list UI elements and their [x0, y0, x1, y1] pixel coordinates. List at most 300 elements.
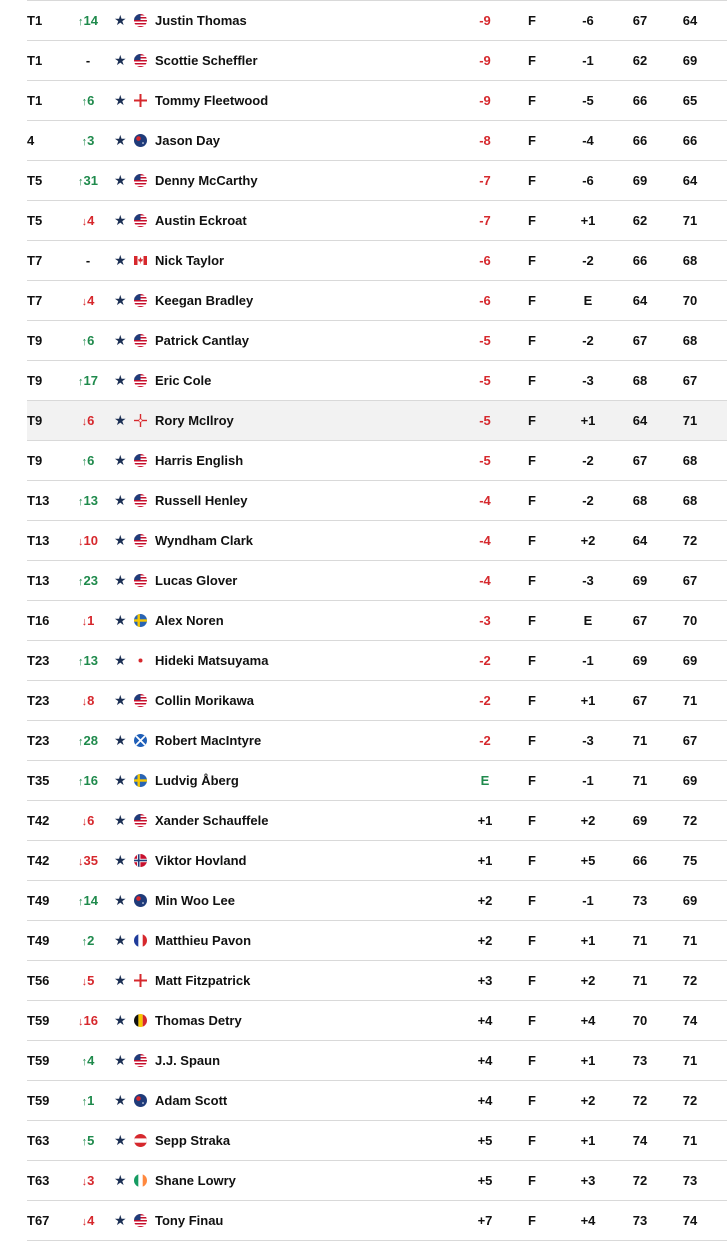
- arrow-down-icon: ↓: [81, 216, 88, 228]
- round-2-strokes: 72: [682, 533, 698, 548]
- round-2-strokes: 72: [682, 1093, 698, 1108]
- star-icon[interactable]: ★: [114, 732, 127, 748]
- position-change-value: 10: [83, 533, 98, 548]
- round-1-strokes: 69: [632, 573, 648, 588]
- arrow-up-icon: ↑: [81, 96, 88, 108]
- arrow-up-icon: ↑: [81, 1096, 88, 1108]
- player-name[interactable]: Wyndham Clark: [155, 533, 254, 548]
- total-score: -2: [479, 653, 491, 668]
- table-row[interactable]: [27, 241, 727, 281]
- usa-flag-icon: [134, 534, 147, 547]
- player-name[interactable]: Viktor Hovland: [155, 853, 247, 868]
- australia-flag-icon: [134, 134, 147, 147]
- canada-flag-icon: [134, 254, 147, 267]
- position-change-value: 2: [87, 933, 95, 948]
- table-row[interactable]: [27, 681, 727, 721]
- position-cell: T1: [27, 13, 43, 28]
- table-row[interactable]: [27, 841, 727, 881]
- star-icon[interactable]: ★: [114, 412, 127, 428]
- thru-cell: F: [528, 1013, 536, 1028]
- total-score: -9: [479, 93, 491, 108]
- player-name[interactable]: J.J. Spaun: [155, 1053, 221, 1068]
- usa-flag-icon: [134, 174, 147, 187]
- position-change: [71, 401, 105, 442]
- star-icon[interactable]: ★: [114, 92, 127, 108]
- player-name[interactable]: Min Woo Lee: [155, 893, 235, 908]
- player-name[interactable]: Matt Fitzpatrick: [155, 973, 251, 988]
- arrow-up-icon: ↑: [78, 656, 84, 668]
- thru-cell: F: [528, 613, 536, 628]
- round-2-strokes: 67: [682, 573, 698, 588]
- star-icon[interactable]: ★: [114, 452, 127, 468]
- table-row[interactable]: [27, 881, 727, 921]
- arrow-down-icon: ↓: [81, 416, 88, 428]
- position-change-value: 28: [83, 733, 98, 748]
- table-row[interactable]: [27, 1161, 727, 1201]
- table-row[interactable]: [27, 1041, 727, 1081]
- round-2-strokes: 68: [682, 253, 698, 268]
- round-1-strokes: 69: [632, 173, 648, 188]
- player-name[interactable]: Matthieu Pavon: [155, 933, 252, 948]
- france-flag-icon: [134, 934, 147, 947]
- player-name[interactable]: Sepp Straka: [155, 1133, 231, 1148]
- belgium-flag-icon: [134, 1014, 147, 1027]
- round-2-strokes: 71: [682, 213, 698, 228]
- round-1-strokes: 68: [632, 493, 648, 508]
- position-change: [71, 1081, 105, 1122]
- round-2-strokes: 71: [682, 1133, 698, 1148]
- round-1-strokes: 66: [632, 853, 648, 868]
- round-2-strokes: 64: [682, 13, 698, 28]
- thru-cell: F: [528, 133, 536, 148]
- star-icon[interactable]: ★: [114, 252, 127, 268]
- player-name[interactable]: Scottie Scheffler: [155, 53, 258, 68]
- round-score: +4: [580, 1013, 596, 1028]
- position-change-value: 13: [83, 493, 98, 508]
- round-2-strokes: 66: [682, 133, 698, 148]
- player-name[interactable]: Eric Cole: [155, 373, 212, 388]
- usa-flag-icon: [134, 214, 147, 227]
- total-score: +4: [477, 1093, 493, 1108]
- arrow-down-icon: ↓: [81, 1216, 88, 1228]
- table-row[interactable]: [27, 761, 727, 801]
- total-score: +3: [477, 973, 493, 988]
- total-score: -4: [479, 533, 491, 548]
- round-1-strokes: 67: [632, 613, 648, 628]
- total-score: -9: [479, 53, 491, 68]
- player-name[interactable]: Hideki Matsuyama: [155, 653, 269, 668]
- position-change: [71, 1161, 105, 1202]
- position-cell: T13: [27, 533, 50, 548]
- round-1-strokes: 67: [632, 333, 648, 348]
- position-cell: T59: [27, 1093, 50, 1108]
- player-name[interactable]: Harris English: [155, 453, 244, 468]
- star-icon[interactable]: ★: [114, 532, 127, 548]
- table-row[interactable]: [27, 481, 727, 521]
- position-change-value: 23: [83, 573, 98, 588]
- total-score: -5: [479, 373, 491, 388]
- round-1-strokes: 73: [632, 893, 648, 908]
- round-score: -3: [582, 733, 594, 748]
- arrow-down-icon: ↓: [78, 856, 84, 868]
- thru-cell: F: [528, 1053, 536, 1068]
- round-score: +1: [580, 213, 596, 228]
- position-change-value: 6: [87, 813, 95, 828]
- star-icon[interactable]: ★: [114, 292, 127, 308]
- total-score: -2: [479, 733, 491, 748]
- table-row[interactable]: [27, 641, 727, 681]
- total-score: +5: [477, 1133, 493, 1148]
- round-score: -5: [582, 93, 594, 108]
- table-row[interactable]: [27, 1081, 727, 1121]
- usa-flag-icon: [134, 1214, 147, 1227]
- star-icon[interactable]: ★: [114, 1052, 127, 1068]
- player-name[interactable]: Keegan Bradley: [155, 293, 254, 308]
- total-score: -4: [479, 573, 491, 588]
- player-name[interactable]: Ludvig Åberg: [155, 773, 239, 788]
- round-score: +2: [580, 973, 596, 988]
- player-name[interactable]: Denny McCarthy: [155, 173, 258, 188]
- table-row[interactable]: [27, 321, 727, 361]
- usa-flag-icon: [134, 14, 147, 27]
- round-score: -6: [582, 13, 594, 28]
- round-1-strokes: 71: [632, 933, 648, 948]
- star-icon[interactable]: ★: [114, 52, 127, 68]
- player-name[interactable]: Jason Day: [155, 133, 221, 148]
- player-name[interactable]: Russell Henley: [155, 493, 248, 508]
- table-row[interactable]: [27, 81, 727, 121]
- round-1-strokes: 70: [632, 1013, 648, 1028]
- star-icon[interactable]: ★: [114, 132, 127, 148]
- thru-cell: F: [528, 453, 536, 468]
- position-cell: T9: [27, 333, 43, 348]
- round-1-strokes: 62: [632, 213, 648, 228]
- round-2-strokes: 67: [682, 373, 698, 388]
- arrow-down-icon: ↓: [81, 616, 88, 628]
- round-1-strokes: 64: [632, 413, 648, 428]
- player-name[interactable]: Tony Finau: [155, 1213, 224, 1228]
- round-score: E: [583, 293, 593, 308]
- star-icon[interactable]: ★: [114, 1212, 127, 1228]
- table-row[interactable]: [27, 1, 727, 41]
- table-row[interactable]: [27, 361, 727, 401]
- usa-flag-icon: [134, 494, 147, 507]
- position-cell: T9: [27, 413, 43, 428]
- arrow-down-icon: ↓: [81, 976, 88, 988]
- star-icon[interactable]: ★: [114, 652, 127, 668]
- usa-flag-icon: [134, 294, 147, 307]
- position-change-value: 3: [87, 133, 95, 148]
- star-icon[interactable]: ★: [114, 852, 127, 868]
- arrow-up-icon: ↑: [78, 376, 84, 388]
- arrow-up-icon: ↑: [81, 1056, 88, 1068]
- australia-flag-icon: [134, 894, 147, 907]
- round-score: -4: [582, 133, 594, 148]
- position-change-value: 35: [83, 853, 98, 868]
- arrow-down-icon: ↓: [78, 536, 84, 548]
- position-change: [71, 881, 105, 922]
- scotland-flag-icon: [134, 734, 147, 747]
- thru-cell: F: [528, 973, 536, 988]
- star-icon[interactable]: ★: [114, 172, 127, 188]
- arrow-up-icon: ↑: [78, 776, 84, 788]
- position-change: [71, 481, 105, 522]
- round-1-strokes: 67: [632, 693, 648, 708]
- northern-ireland-flag-icon: [134, 414, 147, 427]
- position-cell: T5: [27, 213, 43, 228]
- star-icon[interactable]: ★: [114, 612, 127, 628]
- table-row[interactable]: [27, 1201, 727, 1241]
- position-change-value: 4: [87, 1213, 95, 1228]
- position-change-value: -: [85, 253, 91, 268]
- position-cell: T7: [27, 293, 43, 308]
- position-cell: T56: [27, 973, 50, 988]
- thru-cell: F: [528, 1133, 536, 1148]
- table-row[interactable]: [27, 441, 727, 481]
- player-name[interactable]: Shane Lowry: [155, 1173, 236, 1188]
- round-1-strokes: 62: [632, 53, 648, 68]
- thru-cell: F: [528, 733, 536, 748]
- star-icon[interactable]: ★: [114, 932, 127, 948]
- round-score: -2: [582, 333, 594, 348]
- position-change: [71, 1201, 105, 1242]
- position-change-value: 16: [83, 1013, 98, 1028]
- thru-cell: F: [528, 93, 536, 108]
- round-2-strokes: 69: [682, 653, 698, 668]
- table-row[interactable]: [27, 721, 727, 761]
- thru-cell: F: [528, 373, 536, 388]
- norway-flag-icon: [134, 854, 147, 867]
- table-row[interactable]: [27, 961, 727, 1001]
- position-change: [71, 681, 105, 722]
- round-2-strokes: 69: [682, 893, 698, 908]
- england-flag-icon: [134, 974, 147, 987]
- round-score: -1: [582, 53, 594, 68]
- position-cell: T59: [27, 1013, 50, 1028]
- position-change: [71, 201, 105, 242]
- arrow-up-icon: ↑: [78, 736, 84, 748]
- round-2-strokes: 65: [682, 93, 698, 108]
- player-name[interactable]: Alex Noren: [155, 613, 224, 628]
- position-change-value: -: [85, 53, 91, 68]
- position-cell: T9: [27, 453, 43, 468]
- star-icon[interactable]: ★: [114, 12, 127, 28]
- position-cell: T1: [27, 93, 43, 108]
- player-name[interactable]: Justin Thomas: [155, 13, 247, 28]
- thru-cell: F: [528, 1093, 536, 1108]
- table-row[interactable]: [27, 521, 727, 561]
- total-score: -5: [479, 413, 491, 428]
- star-icon[interactable]: ★: [114, 492, 127, 508]
- round-1-strokes: 66: [632, 253, 648, 268]
- player-name[interactable]: Rory McIlroy: [155, 413, 234, 428]
- position-cell: T49: [27, 893, 50, 908]
- total-score: -8: [479, 133, 491, 148]
- position-cell: T16: [27, 613, 50, 628]
- player-name[interactable]: Collin Morikawa: [155, 693, 254, 708]
- star-icon[interactable]: ★: [114, 1132, 127, 1148]
- thru-cell: F: [528, 213, 536, 228]
- arrow-up-icon: ↑: [81, 936, 88, 948]
- total-score: -2: [479, 693, 491, 708]
- thru-cell: F: [528, 413, 536, 428]
- round-2-strokes: 71: [682, 1053, 698, 1068]
- star-icon[interactable]: ★: [114, 372, 127, 388]
- table-row[interactable]: [27, 801, 727, 841]
- round-score: E: [583, 613, 593, 628]
- position-change-value: 3: [87, 1173, 95, 1188]
- position-change-value: 1: [87, 1093, 95, 1108]
- total-score: +5: [477, 1173, 493, 1188]
- star-icon[interactable]: ★: [114, 772, 127, 788]
- player-name[interactable]: Thomas Detry: [155, 1013, 242, 1028]
- position-cell: T7: [27, 253, 43, 268]
- round-2-strokes: 71: [682, 933, 698, 948]
- round-2-strokes: 68: [682, 333, 698, 348]
- position-change: [71, 161, 105, 202]
- arrow-down-icon: ↓: [81, 696, 88, 708]
- position-cell: T42: [27, 853, 50, 868]
- round-score: +1: [580, 413, 596, 428]
- player-name[interactable]: Adam Scott: [155, 1093, 228, 1108]
- thru-cell: F: [528, 173, 536, 188]
- position-cell: T9: [27, 373, 43, 388]
- round-score: +2: [580, 813, 596, 828]
- round-1-strokes: 64: [632, 293, 648, 308]
- player-name[interactable]: Lucas Glover: [155, 573, 238, 588]
- position-cell: T42: [27, 813, 50, 828]
- position-change: [71, 641, 105, 682]
- star-icon[interactable]: ★: [114, 332, 127, 348]
- round-score: -1: [582, 653, 594, 668]
- sweden-flag-icon: [134, 614, 147, 627]
- table-row[interactable]: [27, 921, 727, 961]
- table-row[interactable]: [27, 121, 727, 161]
- round-2-strokes: 72: [682, 973, 698, 988]
- position-cell: T63: [27, 1133, 50, 1148]
- total-score: -5: [479, 453, 491, 468]
- usa-flag-icon: [134, 454, 147, 467]
- table-row[interactable]: [27, 201, 727, 241]
- table-row[interactable]: [27, 601, 727, 641]
- position-change: [71, 121, 105, 162]
- arrow-up-icon: ↑: [81, 136, 88, 148]
- position-change-value: 31: [83, 173, 98, 188]
- round-score: +1: [580, 1133, 596, 1148]
- position-change: [71, 1, 105, 42]
- total-score: +4: [477, 1053, 493, 1068]
- round-score: +1: [580, 1053, 596, 1068]
- round-2-strokes: 68: [682, 493, 698, 508]
- round-score: -3: [582, 373, 594, 388]
- round-score: -2: [582, 253, 594, 268]
- position-change-value: 5: [87, 1133, 95, 1148]
- player-name[interactable]: Tommy Fleetwood: [155, 93, 269, 108]
- player-name[interactable]: Austin Eckroat: [155, 213, 247, 228]
- star-icon[interactable]: ★: [114, 972, 127, 988]
- star-icon[interactable]: ★: [114, 892, 127, 908]
- player-name[interactable]: Nick Taylor: [155, 253, 225, 268]
- position-change: [71, 241, 105, 280]
- star-icon[interactable]: ★: [114, 692, 127, 708]
- total-score: +1: [477, 813, 493, 828]
- thru-cell: F: [528, 293, 536, 308]
- position-cell: T35: [27, 773, 50, 788]
- round-1-strokes: 66: [632, 93, 648, 108]
- table-row[interactable]: [27, 281, 727, 321]
- table-row[interactable]: [27, 41, 727, 81]
- total-score: -7: [479, 213, 491, 228]
- round-1-strokes: 66: [632, 133, 648, 148]
- table-row[interactable]: [27, 401, 727, 441]
- position-change: [71, 81, 105, 122]
- round-2-strokes: 74: [682, 1213, 698, 1228]
- star-icon[interactable]: ★: [114, 212, 127, 228]
- position-change: [71, 441, 105, 482]
- position-change-value: 8: [87, 693, 95, 708]
- round-1-strokes: 64: [632, 533, 648, 548]
- position-change: [71, 361, 105, 402]
- player-name[interactable]: Patrick Cantlay: [155, 333, 249, 348]
- position-cell: T59: [27, 1053, 50, 1068]
- position-change: [71, 1041, 105, 1082]
- ireland-flag-icon: [134, 1174, 147, 1187]
- position-change-value: 6: [87, 453, 95, 468]
- player-name[interactable]: Xander Schauffele: [155, 813, 269, 828]
- total-score: +4: [477, 1013, 493, 1028]
- round-2-strokes: 69: [682, 773, 698, 788]
- table-row[interactable]: [27, 1121, 727, 1161]
- australia-flag-icon: [134, 1094, 147, 1107]
- thru-cell: F: [528, 253, 536, 268]
- star-icon[interactable]: ★: [114, 572, 127, 588]
- thru-cell: F: [528, 53, 536, 68]
- round-2-strokes: 71: [682, 413, 698, 428]
- arrow-up-icon: ↑: [81, 336, 88, 348]
- position-change-value: 5: [87, 973, 95, 988]
- table-row[interactable]: [27, 161, 727, 201]
- table-row[interactable]: [27, 561, 727, 601]
- round-score: +2: [580, 1093, 596, 1108]
- star-icon[interactable]: ★: [114, 1092, 127, 1108]
- round-1-strokes: 74: [632, 1133, 648, 1148]
- star-icon[interactable]: ★: [114, 812, 127, 828]
- star-icon[interactable]: ★: [114, 1172, 127, 1188]
- total-score: +2: [477, 933, 493, 948]
- position-cell: T23: [27, 693, 50, 708]
- position-change-value: 14: [83, 13, 98, 28]
- position-cell: T1: [27, 53, 43, 68]
- round-1-strokes: 69: [632, 653, 648, 668]
- thru-cell: F: [528, 1173, 536, 1188]
- thru-cell: F: [528, 493, 536, 508]
- player-name[interactable]: Robert MacIntyre: [155, 733, 262, 748]
- total-score: E: [480, 773, 490, 788]
- round-score: -2: [582, 493, 594, 508]
- round-score: +1: [580, 693, 596, 708]
- star-icon[interactable]: ★: [114, 1012, 127, 1028]
- thru-cell: F: [528, 653, 536, 668]
- thru-cell: F: [528, 773, 536, 788]
- table-row[interactable]: [27, 1001, 727, 1041]
- round-2-strokes: 64: [682, 173, 698, 188]
- position-change-value: 1: [87, 613, 95, 628]
- position-change-value: 6: [87, 333, 95, 348]
- position-cell: T13: [27, 573, 50, 588]
- round-1-strokes: 73: [632, 1213, 648, 1228]
- position-change-value: 4: [87, 1053, 95, 1068]
- round-1-strokes: 68: [632, 373, 648, 388]
